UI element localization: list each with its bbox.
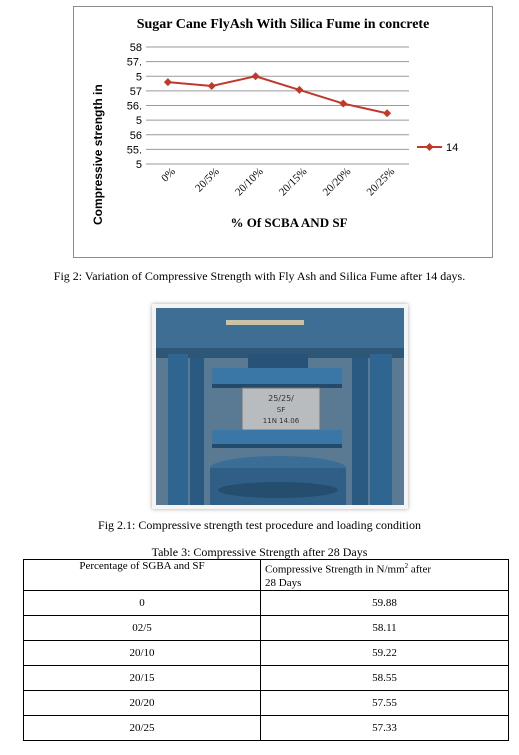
table-header-row [24,560,509,591]
y-tick-label: 57 [129,85,142,98]
x-tick-label: 0% [159,165,179,185]
compression-test-image [156,308,404,505]
machine-column-left [168,354,188,505]
figure-caption-fig21: Fig 2.1: Compressive strength test procedure and loading condition [98,518,421,532]
data-point [295,86,303,94]
table-row [24,641,509,666]
chart-title: Sugar Cane FlyAsh With Silica Fume in concrete [136,17,430,32]
data-point [208,82,216,90]
y-tick-label: 56 [129,129,142,142]
chart-legend [417,142,458,154]
cell-percentage: 02/5 [24,616,261,641]
y-tick-label: 5 [135,159,142,171]
series-line [168,76,387,113]
cell-strength: 57.33 [261,716,509,741]
cell-strength: 59.88 [261,591,509,616]
legend-marker [426,143,434,151]
x-tick-label: 20/20% [320,165,354,199]
cell-percentage: 20/10 [24,641,261,666]
figure-caption-fig2: Fig 2: Variation of Compressive Strength with Fly Ash and Silica Fume after 14 days. [53,269,466,283]
table-row [24,666,509,691]
lower-platen [212,430,342,446]
cell-strength: 58.55 [261,666,509,691]
machine-column-right [370,354,392,505]
specimen-label: 25/25/ [268,394,294,403]
chart-grid [146,47,409,164]
line-chart [74,7,494,259]
x-tick-label: 20/15% [276,165,310,199]
compressive-strength-table [23,559,509,741]
data-point [383,109,391,117]
y-tick-label: 55. [126,144,142,157]
x-axis-title: % Of SCBA AND SF [230,215,348,230]
svg-text:11N 14.06: 11N 14.06 [262,417,300,425]
cell-percentage: 0 [24,591,261,616]
y-axis-ticks [127,42,142,171]
chart-container [73,6,493,258]
table-row [24,616,509,641]
cell-strength: 59.22 [261,641,509,666]
table-row [24,691,509,716]
cell-percentage: 20/20 [24,691,261,716]
x-tick-label: 20/5% [193,165,222,195]
svg-text:SF: SF [276,406,286,414]
data-point [164,78,172,86]
table-title: Table 3: Compressive Strength after 28 Days [151,545,368,559]
header-strength: Compressive Strength in $N/mm^2$ after 28 Days [261,560,509,591]
header-percentage: Percentage of SGBA and SF [24,560,261,591]
y-axis-title: Compressive strength in [91,84,105,225]
table-row [24,591,509,616]
x-tick-label: 20/10% [233,165,266,199]
upper-platen [212,368,342,386]
x-axis-ticks [159,166,397,199]
y-tick-label: 58 [129,42,142,54]
machine-badge [226,320,304,325]
x-tick-label: 20/25% [364,165,398,199]
chart-series [164,72,391,117]
data-point [339,100,347,108]
cell-strength: 58.11 [261,616,509,641]
y-tick-label: 57. [126,56,142,69]
y-tick-label: 5 [135,71,142,84]
cell-percentage: 20/15 [24,666,261,691]
machine-top-beam [156,308,404,354]
y-tick-label: 5 [135,115,142,128]
cell-strength: 57.55 [261,691,509,716]
legend-label: 14 [446,142,459,154]
cell-percentage: 20/25 [24,716,261,741]
data-point [252,72,260,80]
table-row [24,716,509,741]
test-machine-photo [152,304,408,509]
y-tick-label: 56. [126,100,142,113]
